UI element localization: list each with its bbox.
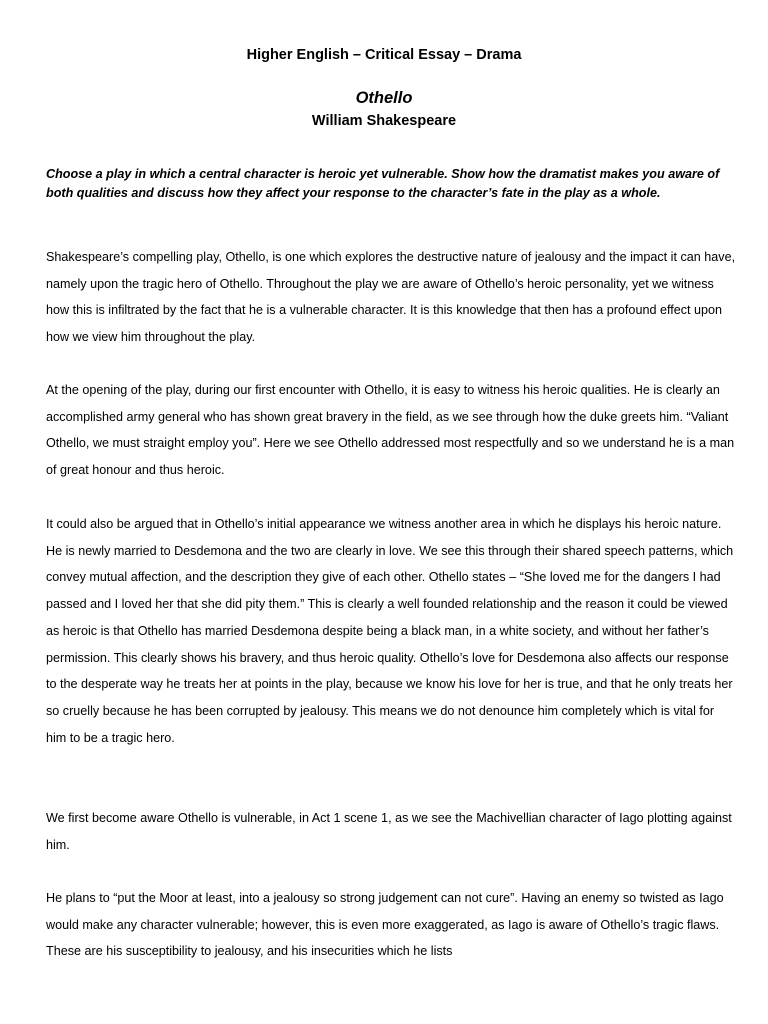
- essay-paragraph-2: At the opening of the play, during our first encounter with Othello, it is easy to witness his heroic qualities. He is clearly an accomplished army general who has shown great bravery in the field, as we see through how the duke greets him. “Valiant Othello, we must straight employ you”. Here we see Othello addressed most respectfully and so we understand he is a man of great honour and thus heroic.: [46, 383, 735, 478]
- essay-paragraph-3: It could also be argued that in Othello’s initial appearance we witness another area in which he displays his heroic nature. He is newly married to Desdemona and the two are clearly in love. We see this through their shared speech patterns, which convey mutual affection, and the description they give of each other. Othello states – “She loved me for the dangers I had passed and I loved her that she did pity them.” This is clearly a well founded relationship and the reason it could be viewed as heroic is that Othello has married Desdemona despite being a black man, in a white society, and without her father’s permission. This clearly shows his bravery, and thus heroic quality. Othello’s love for Desdemona also affects our response to the desperate way he treats her at points in the play, because we know his love for her is true, and that he only treats her so cruelly because he has been corrupted by jealousy. This means we do not denounce him completely which is vital for him to be a tragic hero.: [46, 517, 734, 745]
- essay-paragraph-4: We first become aware Othello is vulnerable, in Act 1 scene 1, as we see the Machivellian character of Iago plotting against him.: [46, 811, 732, 852]
- author-name: William Shakespeare: [311, 113, 457, 129]
- essay-paragraph-1: Shakespeare’s compelling play, Othello, is one which explores the destructive nature of jealousy and the impact it can have, namely upon the tragic hero of Othello. Throughout the play we are aware of Othello’s heroic personality, yet we witness how this is infiltrated by the fact that he is a vulnerable character. It is this knowledge that then has a profound effect upon how we view him throughout the play.: [46, 250, 736, 345]
- essay-paragraph-5: He plans to “put the Moor at least, into a jealousy so strong judgement can not cure”. Having an enemy so twisted as Iago would make any character vulnerable; however, this is even more exaggerated, as Iago is aware of Othello’s tragic flaws. These are his susceptibility to jealousy, and his insecurities which he lists: [46, 891, 724, 959]
- essay-question: Choose a play in which a central character is heroic yet vulnerable. Show how the dramatist makes you aware of both qualities and discuss how they affect your response to the character’s fate in the play as a whole.: [46, 167, 720, 200]
- play-title: Othello: [355, 89, 413, 107]
- document-header: Higher English – Critical Essay – Drama: [246, 47, 522, 63]
